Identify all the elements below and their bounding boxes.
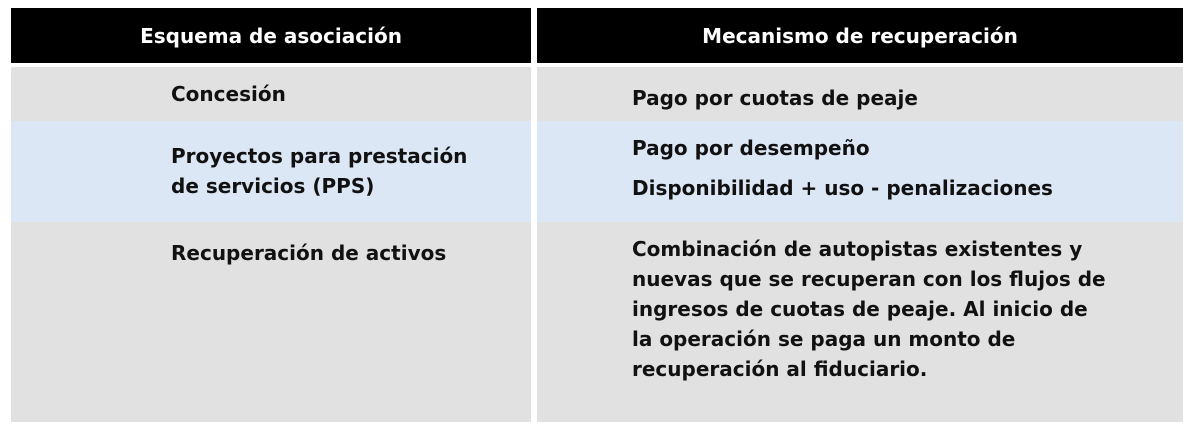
table-row [11,222,1183,422]
mechanism-text: Pago por desempeño [632,136,870,160]
scheme-cell: Concesión [11,67,531,121]
association-scheme-table [11,8,1183,422]
mechanism-cell [537,67,1183,121]
scheme-text: Proyectos para prestación de servicios (PPS) [171,144,468,198]
header-mechanism: Mecanismo de recuperación [537,8,1183,63]
mechanism-text: Combinación de autopistas existentes y nuevas que se recuperan con los flujos de ingresos de cuotas de peaje. Al inicio de la operación se paga un monto de recuperación al fiduciario. [632,237,1106,381]
mechanism-text: Disponibilidad + uso - penalizaciones [632,176,1053,200]
scheme-cell: Recuperación de activos [11,222,531,422]
header-scheme: Esquema de asociación [11,8,531,63]
scheme-cell [11,121,531,222]
table-header-row [11,8,1183,63]
mechanism-cell [537,222,1183,422]
mechanism-cell [537,121,1183,222]
table-row [11,67,1183,121]
mechanism-text: Pago por cuotas de peaje [632,86,918,110]
table-row [11,121,1183,222]
